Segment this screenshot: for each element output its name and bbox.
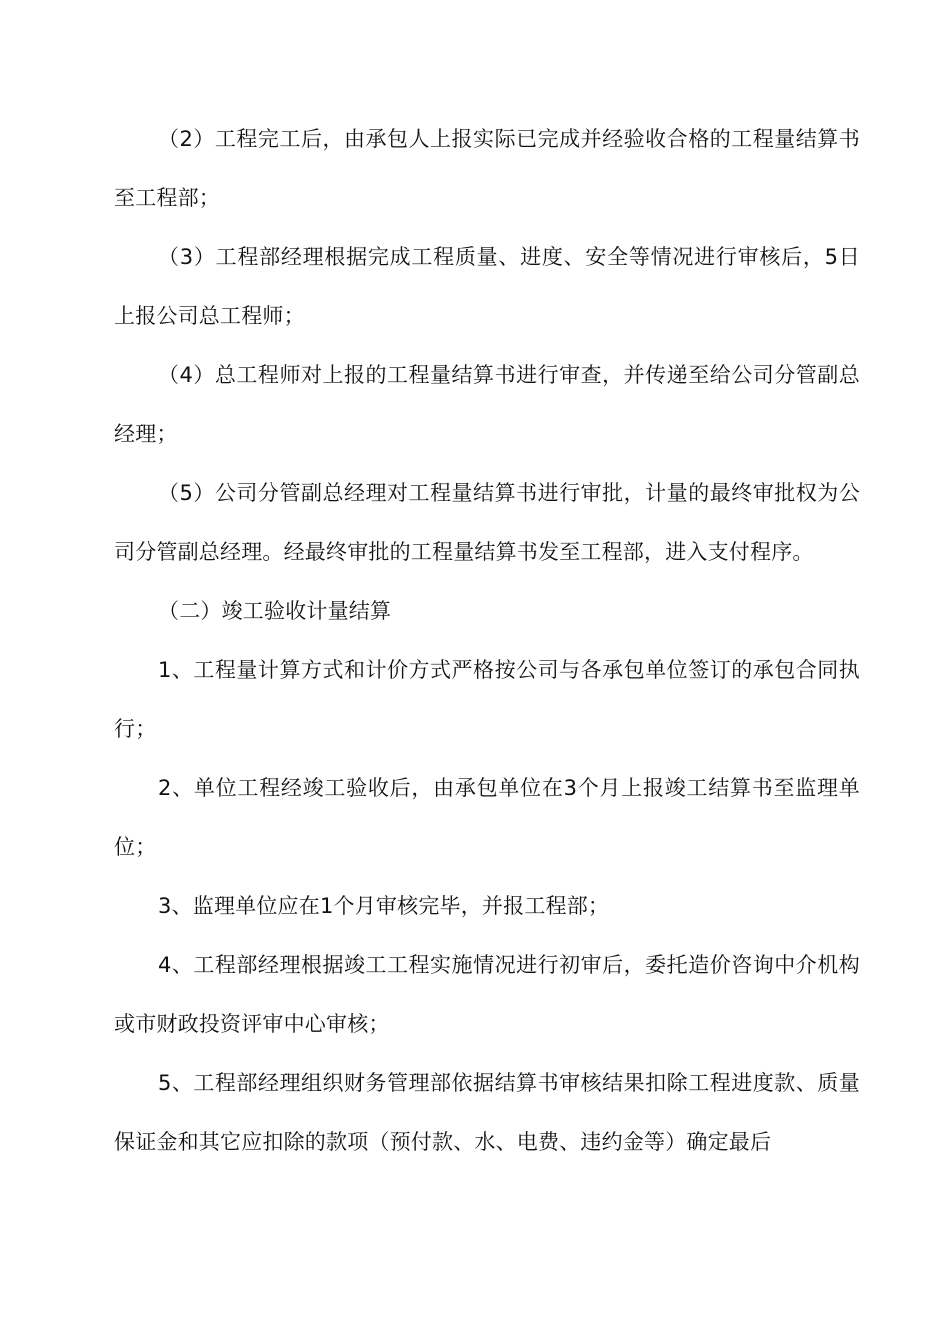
list-item-4: 4、工程部经理根据竣工工程实施情况进行初审后，委托造价咨询中介机构或市财政投资评审中心审核； <box>114 953 860 1036</box>
list-item-1: 1、工程量计算方式和计价方式严格按公司与各承包单位签订的承包合同执行； <box>114 658 860 741</box>
list-item-5: 5、工程部经理组织财务管理部依据结算书审核结果扣除工程进度款、质量保证金和其它应扣除的款项（预付款、水、电费、违约金等）确定最后 <box>114 1071 860 1154</box>
paragraph-step-4: （4）总工程师对上报的工程量结算书进行审查，并传递至给公司分管副总经理； <box>114 363 860 446</box>
document-body <box>114 110 860 1172</box>
paragraph-step-5: （5）公司分管副总经理对工程量结算书进行审批，计量的最终审批权为公司分管副总经理。经最终审批的工程量结算书发至工程部，进入支付程序。 <box>114 481 860 564</box>
section-heading: （二）竣工验收计量结算 <box>158 599 392 623</box>
list-item-3: 3、监理单位应在1个月审核完毕，并报工程部； <box>158 894 610 918</box>
list-item-2: 2、单位工程经竣工验收后，由承包单位在3个月上报竣工结算书至监理单位； <box>114 776 860 859</box>
paragraph-step-3: （3）工程部经理根据完成工程质量、进度、安全等情况进行审核后，5日上报公司总工程师； <box>114 245 860 328</box>
paragraph-step-2: （2）工程完工后，由承包人上报实际已完成并经验收合格的工程量结算书至工程部； <box>114 127 860 210</box>
